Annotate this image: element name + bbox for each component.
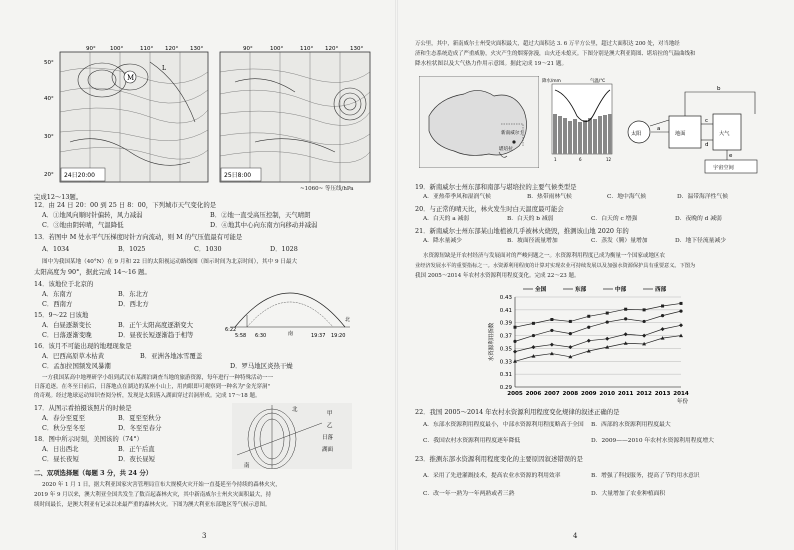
map2-lon-2: 100° [270,46,284,52]
data-point [550,329,553,332]
data-point [587,339,591,343]
x-tick-label: 2011 [617,391,634,397]
atm-sun: 太阳 [631,131,642,137]
q22-option-a[interactable]: A．东部水资源利用程度最小，中部水资源利用程度略高于全国 [423,422,584,428]
data-point [661,314,664,317]
chart-temp-label: 气温/℃ [590,79,606,84]
y-tick-label: 0.43 [499,295,512,301]
y-tick-label: 0.35 [499,346,512,353]
water-use-chart [485,283,695,405]
data-point [661,305,664,308]
map1-lat-2: 40° [44,96,54,102]
p4-passage-line3: 降水柱状图以及大气热力作用示意图。据此完成 19～21 题。 [415,61,568,67]
map1-lat-1: 50° [44,60,54,66]
map1-lon-2: 100° [110,46,124,52]
q13-option-d[interactable]: D．1028 [270,245,298,253]
sun-dir-north: 北 [345,317,351,323]
q19-option-c[interactable]: C．地中海气候 [607,194,647,200]
q21-option-c[interactable]: C．蒸发（腾）量增加 [591,238,648,244]
q15-option-c[interactable]: C．日落逐渐变晚 [42,331,92,339]
canberra-climate-chart [542,76,622,168]
p3-passage-line2: 2019 年 9 月以来，澳大利亚全国共发生了数百起森林火灾，其中新南威尔士州火灾面积最大，持 [34,492,272,498]
q12-option-a[interactable]: A．①地风向顺时针偏转，风力减弱 [42,211,143,219]
photo-sunset: 日落 [322,435,334,441]
month-6: 6 [579,157,582,162]
data-point [532,334,535,337]
q14-option-a[interactable]: A．东南方 [42,290,73,298]
atm-ground: 地面 [675,131,686,137]
data-point [550,352,554,356]
data-point [569,320,572,323]
q19-option-b[interactable]: B．热带雨林气候 [527,194,572,200]
photo-north: 北 [292,407,298,413]
data-point [643,320,646,323]
y-tick-label: 0.41 [499,307,512,314]
data-point [587,315,590,318]
legend-label: 全国 [535,287,547,293]
data-point [513,340,516,343]
data-point [661,327,665,331]
data-point [643,308,646,311]
center-l: L [162,65,166,72]
photo-jia: 甲 [327,411,333,417]
atm-e: e [729,153,733,159]
intro-17-18-line3: 的奇观。经过地球运动知识查阅分析，发现是太阳落入湖面穿过岩洞形成。完成 17～18 题。 [34,393,261,399]
atmosphere-heat-diagram [625,86,771,176]
data-point [642,334,646,338]
map2-lon-4: 120° [325,46,339,52]
q23-option-c[interactable]: C．改一年一熟为一年两熟或者三熟 [423,491,515,497]
map1-lon-1: 90° [86,46,96,52]
q12-option-b[interactable]: B．②地一直受高压控制，天气晴朗 [210,211,311,219]
photo-lake: 湖面 [322,447,334,453]
map1-lon-3: 110° [140,46,154,52]
q22-option-c[interactable]: C．我国农村水资源利用程度逐年降低 [423,438,521,444]
q21-option-b[interactable]: B．坡面径流量增加 [507,238,558,244]
data-point [569,332,572,335]
q16-stem: 16．该月不可能出现的地理现象是 [34,342,132,350]
y-tick-label: 0.33 [499,359,512,366]
q18-option-c[interactable]: C．昼长夜短 [42,455,79,463]
q17-option-b[interactable]: B．夏至至秋分 [118,414,162,422]
x-tick-label: 2013 [654,391,671,397]
data-point [679,334,683,338]
sun-time-4: 19:20 [331,333,346,337]
q16-option-b[interactable]: B．亚洲各地冰雪覆盖 [140,352,203,360]
q16-option-d[interactable]: D．罗马地区炎热干燥 [230,362,293,370]
intro-22-23-line3: 我国 2005～2014 年农村水资源利用程度变化。完成 22～23 题。 [415,273,580,279]
x-tick-label: 2005 [507,391,523,397]
q21-stem: 21．新南威尔士州东部某山地植被几乎被林火烧毁，推测该山地 2020 年的 [415,227,629,235]
photo-yi: 乙 [327,423,333,429]
q18-stem: 18．图中所示时刻，美国该的（74°） [34,435,143,443]
q20-option-c[interactable]: C．白天的 c 增强 [591,216,638,222]
q19-stem: 19．新南威尔士州东部和南部与堪培拉的主要气候类型是 [415,183,577,191]
q19-option-d[interactable]: D．温带海洋性气候 [677,194,729,200]
y-tick-label: 0.29 [499,385,512,391]
sunset-diagram [232,403,352,469]
intro-22-23-line1: 水资源短缺是开农村经济与发展面对的严峻问题之一。水资源利用程度已成为衡量一个国家或地区农 [423,253,666,259]
q20-option-d[interactable]: D．夜晚的 d 减弱 [675,216,722,222]
p3-passage-line3: 续时间最长，是澳大利亚有记录以来最严重的森林火灾。下图为澳大利亚东部地区等气候示意图。 [34,502,271,508]
x-tick-label: 2008 [562,391,579,397]
weather-map-2 [215,42,375,184]
legend-label: 西部 [655,287,667,293]
section-2-heading: 二、双项选择题（每题 3 分，共 24 分） [34,469,153,477]
q20-stem: 20．与正常的晴天比，林火发生时白天温度最可能会 [415,205,564,213]
data-point [680,302,683,305]
intro-22-23-line2: 业经济发展水平的重要指标之一。水资源利用程度的计算对实现农业可持续发展以及加强水资源保护具有重要意义。下图为 [415,263,696,269]
q21-option-a[interactable]: A．降水量减少 [423,238,462,244]
data-point [514,326,517,329]
data-point [587,326,590,329]
data-point [624,317,627,320]
data-point [532,322,535,325]
y-tick-label: 0.39 [499,320,512,327]
intro-14-16-line1: 图中为我国某地（40°N）在 9 月和 22 日的太阳视运动路线图（图示时间为北京时间），其中 9 日最大 [42,259,298,265]
q12-option-d[interactable]: D．④地其中心向东南方向移动并减弱 [210,221,318,229]
atm-space: 宇宙空间 [713,165,734,171]
map1-lon-4: 120° [165,46,179,52]
q14-option-d[interactable]: D．西北方 [118,300,149,308]
data-point [606,312,609,315]
atm-atmos: 大气 [719,131,730,137]
intro-14-16-line2: 太阳高度为 90°，据此完成 14～16 题。 [34,268,151,276]
q17-option-d[interactable]: D．冬至至春分 [118,424,162,432]
q23-stem: 23．推测东部水资源利用程度变化的主要原因叙述错误的是 [415,455,583,463]
q21-option-d[interactable]: D．地下径流量减少 [675,238,727,244]
atm-d: d [705,142,709,148]
p3-passage-line1: 2020 年 1 月 1 日，据大利亚国家灾害管理局宣布大规模火灾开始一直蔓延至今持续的森林火灾， [42,482,281,488]
q22-stem: 22．我国 2005～2014 年农村水资源利用程度变化规律的叙述正确的是 [415,408,620,416]
sun-time-3: 19:37 [311,333,326,337]
q17-option-c[interactable]: C．秋分至冬至 [42,424,86,432]
q13-option-a[interactable]: A．1034 [42,245,70,253]
q12-stem: 12．由 24 日 20：00 到 25 日 8：00，下列城市天气变化的是 [34,201,217,209]
x-tick-label: 2014 [673,391,689,397]
isobar-legend: ~1060~ 等压线/hPa [300,186,354,192]
q18-option-a[interactable]: A．日出西北 [42,445,79,453]
legend-label: 中部 [615,287,627,293]
photo-south: 南 [244,463,250,469]
series-line-东部 [515,303,681,327]
q16-option-a[interactable]: A．巴西高原草木枯黄 [42,352,105,360]
q23-option-d[interactable]: D．大量增加了农业种植面积 [591,491,666,497]
chart-precip-label: 降水/mm [542,79,561,84]
sun-dir-south: 南 [288,331,294,337]
map1-date: 24日20:00 [64,172,95,179]
page-4 [397,0,794,550]
map-label-nsw: 新南威尔士 [501,131,524,136]
x-tick-label: 2010 [599,391,616,397]
q16-option-c[interactable]: C．孟加拉国频发风暴潮 [42,362,111,370]
y-tick-label: 0.37 [499,333,512,340]
map2-lon-5: 130° [350,46,364,52]
x-tick-label: 2007 [544,391,560,397]
sun-path-diagram [225,277,355,337]
data-point [679,310,682,313]
map1-lon-5: 130° [190,46,204,52]
intro-12-13: 完成12～13题。 [34,193,83,201]
series-line-全国 [515,311,681,341]
weather-map-1 [40,42,210,184]
q14-option-b[interactable]: B．东北方 [118,290,149,298]
intro-17-18-line2: 日落追逐。在冬至日前后，日落地点在湖边的某座小山上，用肉眼即可观察到一种名为"金光穿洞" [34,384,271,390]
x-tick-label: 2012 [636,391,652,397]
q13-option-b[interactable]: B．1025 [118,245,146,253]
p4-passage-line2: 济和生态系统造成了严重威胁，火灾产生的烟雾弥漫，山火还未熄灭。下图分别是澳大利亚简图、堪培拉的气温曲线和 [415,51,696,57]
q15-option-a[interactable]: A．白昼逐渐变长 [42,321,92,329]
page-number-4: 4 [573,532,578,540]
data-point [550,343,554,347]
y-tick-label: 0.31 [499,372,512,379]
map-label-canberra: 堪培拉 [499,147,513,152]
p4-passage-line1: 万公里，其中，新南威尔士州受灾面积最大，超过大面积达 3. 6 万平方公里，超过大面积达 200 处，对当地经 [415,41,680,47]
atm-b: b [717,86,721,92]
q18-option-b[interactable]: B．正午后直 [118,445,155,453]
q22-option-b[interactable]: B．西部的水资源利用程度最大 [591,422,671,428]
data-point [550,318,553,321]
map2-lon-3: 110° [300,46,314,52]
q13-option-c[interactable]: C．1030 [194,245,222,253]
map2-date: 25日8:00 [224,172,252,179]
center-m: M [127,74,135,82]
data-point [606,320,609,323]
atm-c: c [705,118,709,124]
x-axis-label: 年份 [677,399,689,405]
q20-option-b[interactable]: B．白天的 b 减弱 [507,216,554,222]
q17-option-a[interactable]: A．春分至夏至 [42,414,85,422]
month-12: 12 [606,157,612,162]
q12-option-c[interactable]: C．③地由阴转晴，气温降低 [42,221,124,229]
q23-option-a[interactable]: A．采用了先进灌溉技术，提高农业水资源的利用效率 [423,473,561,479]
month-1: 1 [554,157,557,162]
q17-stem: 17．从图示看拍摄该照片的时候是 [34,404,132,412]
sun-time-1: 5:58 [235,333,247,337]
q23-option-b[interactable]: B．增强了科技服务，提高了节约用水意识 [591,473,700,479]
map2-lon-1: 90° [243,46,253,52]
q14-option-c[interactable]: C．西南方 [42,300,73,308]
australia-map [419,76,539,168]
q14-stem: 14．该地位于北京的 [34,280,94,288]
data-point [513,350,517,354]
sun-time-2: 6:30 [255,333,267,337]
q18-option-d[interactable]: D．夜长昼短 [118,455,156,463]
legend-label: 东部 [575,287,587,293]
map1-lat-3: 30° [44,134,54,140]
series-line-中部 [515,325,681,351]
q19-option-a[interactable]: A．亚热带季风和湿润气候 [423,194,491,200]
data-point [624,308,627,311]
atm-a: a [657,126,661,132]
q15-option-b[interactable]: B．正午太阳高度逐渐变大 [118,321,193,329]
q15-option-d[interactable]: D．昼夜长短逐渐趋于相等 [118,331,194,339]
y-axis-label: 水资源利用指数 [489,322,495,362]
data-point [679,323,683,327]
q15-stem: 15．9～22 日该地 [34,311,89,319]
x-tick-label: 2009 [580,391,597,397]
q20-option-a[interactable]: A．白天的 a 减弱 [423,216,470,222]
sun-label-1: 6:22 [225,327,237,333]
q22-option-d[interactable]: D．2009——2010 年农村水资源利用程度增大 [591,438,714,444]
q13-stem: 13．若图中 M 处水平气压梯度时针方向流动，则 M 的气压值最有可能是 [34,233,243,241]
map1-lat-4: 20° [44,172,54,178]
page-number-3: 3 [202,532,207,540]
x-tick-label: 2006 [525,391,542,397]
intro-17-18-line1: 一方我国某高中地理研学小组到武汉市某湖泊调查当地的旅游资源，每年进行一种特殊活动一一 [42,375,274,381]
data-point [605,337,609,341]
